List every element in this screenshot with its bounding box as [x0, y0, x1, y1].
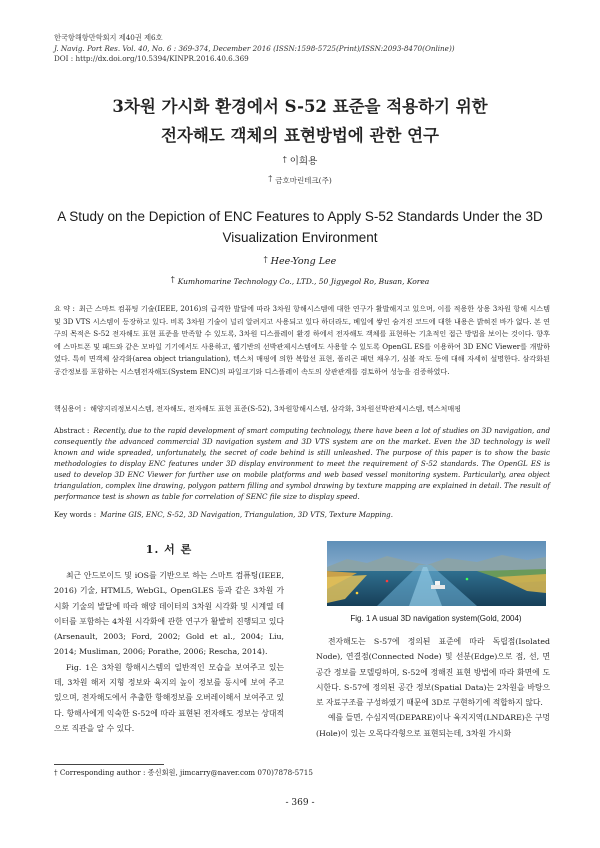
keywords-ko — [54, 403, 550, 416]
page-number: - 369 - — [285, 798, 315, 808]
dagger-symbol: † — [263, 255, 268, 264]
dagger-symbol: † — [282, 155, 287, 164]
title-ko-line1: 3차원 가시화 환경에서 S-52 표준을 적용하기 위한 — [112, 97, 488, 116]
affiliation-en-text: Kumhomarine Technology Co., LTD., 50 Jigyegol Ro, Busan, Korea — [177, 277, 430, 286]
journal-citation: J. Navig. Port Res. Vol. 40, No. 6 : 369-374, December 2016 (ISSN:1598-5725(Print)/ISSN:2093-8470(Online)) — [54, 43, 455, 53]
author-en — [0, 255, 600, 267]
dagger-symbol: † — [170, 275, 175, 284]
keywords-en-text: Marine GIS, ENC, S-52, 3D Navigation, Triangulation, 3D VTS, Texture Mapping. — [100, 510, 393, 519]
section-1-title: 1. 서 론 — [145, 543, 193, 556]
title-en: A Study on the Depiction of ENC Features to Apply S-52 Standards Under the 3D Visualization Environment — [57, 209, 543, 245]
body-paragraph: 전자해도는 S-57에 정의된 표준에 따라 독립점(Isolated Node), 연결점(Connected Node) 및 선분(Edge)으로 점, 선, 면 공간 정보를 모델링하며, S-52에 정해진 표현 방법에 따라 화면에 도시한다. S-57에 정의된 공간 정보(Spatial Data)는 2차원을 바탕으로 자료구조를 구성하였기 때문에 3D로 구현하기에 적합하지 않다. — [316, 637, 550, 708]
abstract-en-text: Recently, due to the rapid development of smart computing technology, there have been a lot of studies on 3D navigation, and consequently the advanced commercial 3D navigation system and 3D VTS system are on the market. Even the 3D technology is well known and wide spreaded, unfortunately, the secret of code behind is still unleashed. The purpose of this paper is to show the basic methodologies to display ENC features under 3D display environment to meet the requirement of S-52 standards. The OpenGL ES is used to develop 3D ENC Viewer for further use on mobile platforms and web based vessel monitoring system. Particularly, area object triangulation, complex line drawing, polygon pattern filling and symbol drawing by texture mapping are explained in detail. The result of performance test is shown as table for correlation of SENC file size to display speed. — [54, 426, 550, 501]
footnote-divider — [54, 764, 164, 765]
keywords-ko-text: 해양지리정보시스템, 전자해도, 전자해도 표현 표준(S-52), 3차원항해시스템, 삼각화, 3차원선박관제시스템, 텍스처매핑 — [90, 404, 462, 413]
affiliation-ko-text: 금호마린테크(주) — [275, 176, 332, 185]
keywords-en — [54, 509, 550, 520]
dagger-symbol: † — [268, 174, 273, 183]
affiliation-ko — [0, 174, 600, 186]
journal-name-ko: 한국항해항만학회지 제40권 제6호 — [54, 33, 163, 42]
abstract-ko — [54, 303, 550, 379]
title-ko-line2: 전자해도 객체의 표현방법에 관한 연구 — [160, 126, 439, 145]
corresponding-author-footnote: † Corresponding author : 종신회원, jimcarry@naver.com 070)7878-5715 — [54, 768, 313, 777]
abstract-ko-text: 최근 스마트 컴퓨팅 기술(IEEE, 2016)의 급격한 발달에 따라 3차원 항해시스템에 대한 연구가 활발해지고 있으며, 이를 적용한 상용 3차원 항해 시스템 및 3D VTS 시스템이 등장하고 있다. 비록 3차원 기술이 널리 알려지고 사용되고 있다 하더라도, 베일에 쌓인 숨겨진 코드에 대한 내용은 밝혀진 바가 없다. 본 연구의 목적은 S-52 전자해도 표현 표준을 만족할 수 있도록, 3차원 디스플레이 환경 하에서 전자해도 객체를 표현하는 기초적인 접근 방법을 보이는 것이다. 향후에 스마트폰 및 패드와 같은 모바일 기기에서도 사용하고, 웹기반의 선박관제시스템에도 사용할 수 있도록 OpenGL ES를 이용하여 3D ENC Viewer를 개발하였다. 특히 면객체 삼각화(area object triangulation), 텍스처 매핑에 의한 복합선 표현, 폴리곤 패턴 채우기, 심볼 작도 등에 대해 자세히 설명한다. 삼각화된 공간정보를 포함하는 시스템전자해도(System ENC)의 파일크기와 디스플레이 속도의 상관관계를 검토하여 성능을 검증하였다. — [54, 304, 551, 376]
abstract-en-label: Abstract : — [54, 426, 90, 435]
doi-link[interactable]: DOI : http://dx.doi.org/10.5394/KINPR.2016.40.6.369 — [54, 54, 249, 63]
author-ko — [0, 153, 600, 167]
journal-header — [54, 33, 455, 65]
right-column — [316, 634, 550, 741]
affiliation-en — [0, 275, 600, 286]
keywords-en-label: Key words : — [54, 510, 97, 519]
3d-navigation-scene — [327, 541, 546, 606]
author-ko-name: 이희용 — [289, 156, 318, 167]
abstract-ko-label: 요 약 : — [54, 304, 75, 313]
author-en-name: Hee-Yong Lee — [270, 256, 337, 267]
abstract-en — [54, 425, 550, 502]
body-paragraph: 예를 들면, 수심지역(DEPARE)이나 육지지역(LNDARE)은 구멍(Hole)이 있는 오목다각형으로 표현되는데, 3차원 가시화 — [316, 713, 550, 738]
figure-1-image — [327, 541, 546, 606]
figure-1-caption: Fig. 1 A usual 3D navigation system(Gold, 2004) — [350, 614, 522, 623]
keywords-ko-label: 핵심용어 : — [54, 404, 87, 413]
body-paragraph: Fig. 1은 3차원 항해시스템의 일반적인 모습을 보여주고 있는데, 3차원 해저 지형 정보와 육지의 높이 정보를 동시에 보여 주고 있으며, 전자해도에서 추출한 항해정보를 오버레이해서 보여주고 있다. 항해사에게 익숙한 S-52에 따라 표현된 전자해도 정보는 상대적으로 직관을 알 수 있다. — [54, 662, 284, 733]
body-paragraph: 최근 안드로이드 및 iOS를 기반으로 하는 스마트 컴퓨팅(IEEE, 2016) 기술, HTML5, WebGL, OpenGLES 등과 같은 3차원 가시화 기술의 발달에 따라 해양 데이터의 3차원 시각화 및 시계열 데이터를 포함하는 4차원 시각화에 관한 연구가 활발히 진행되고 있다(Arsenault, 2003; Ford, 2002; Gold et al., 2004; Liu, 2014; Musliman, 2006; Porathe, 2006; Rescha, 2014). — [54, 571, 284, 657]
left-column — [54, 568, 284, 736]
